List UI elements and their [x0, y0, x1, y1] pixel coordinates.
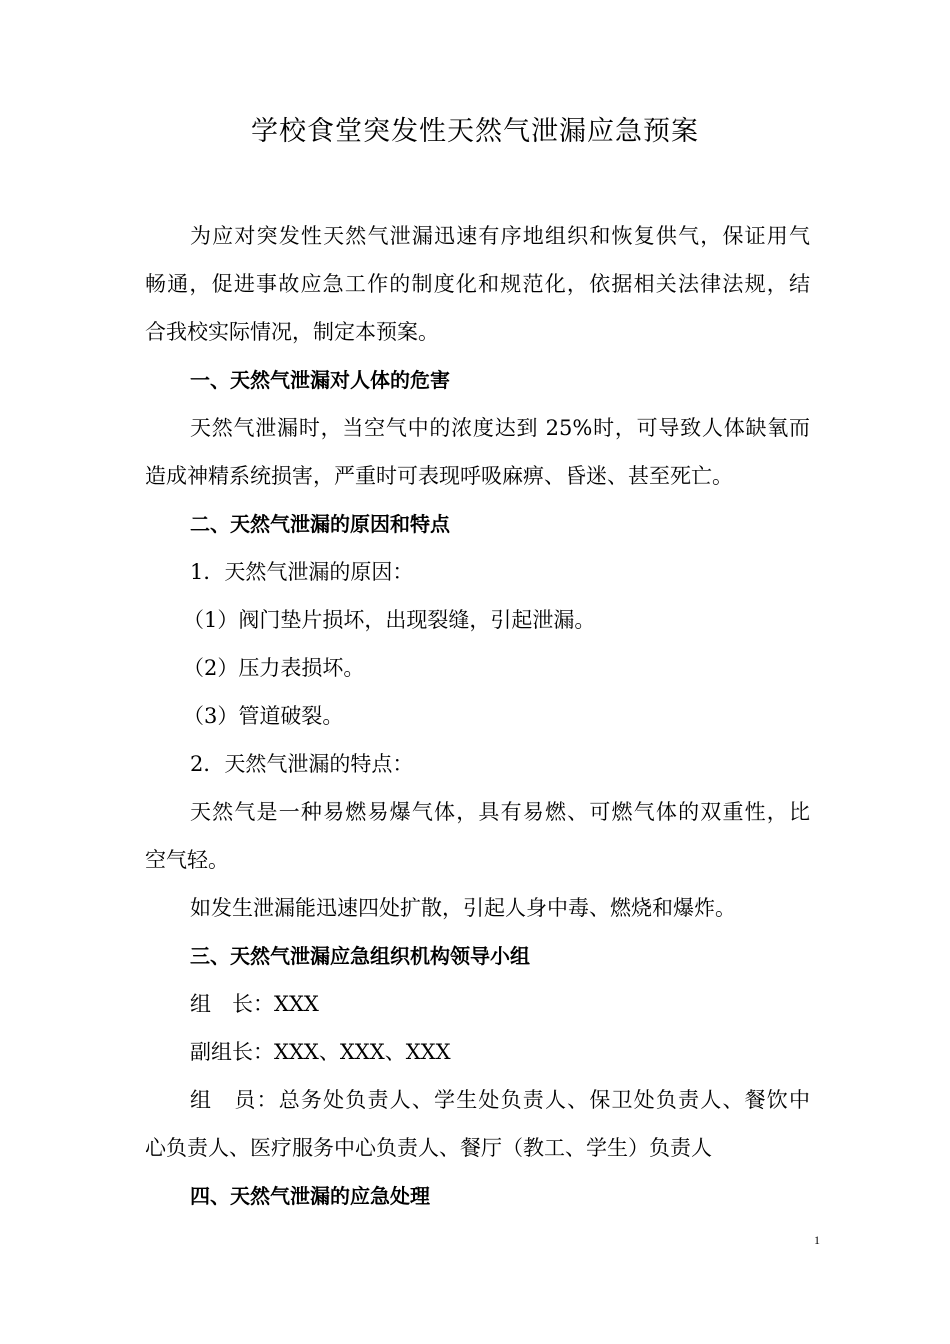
section1-line-2: 造成神精系统损害，严重时可表现呼吸麻痹、昏迷、甚至死亡。	[145, 464, 733, 488]
members-line-2: 心负责人、医疗服务中心负责人、餐厅（教工、学生）负责人	[145, 1136, 712, 1160]
section-heading-1: 一、天然气泄漏对人体的危害	[190, 368, 450, 392]
document-title: 学校食堂突发性天然气泄漏应急预案	[251, 116, 699, 147]
intro-line-1: 为应对突发性天然气泄漏迅速有序地组织和恢复供气，保证用气	[190, 224, 810, 248]
intro-line-2: 畅通，促进事故应急工作的制度化和规范化，依据相关法律法规，结	[145, 272, 810, 296]
cause-item-3: （3）管道破裂。	[183, 704, 344, 728]
features-line-2: 空气轻。	[145, 848, 229, 872]
members-line-1: 组 员：总务处负责人、学生处负责人、保卫处负责人、餐饮中	[190, 1088, 810, 1112]
section1-line-1: 天然气泄漏时，当空气中的浓度达到 25%时，可导致人体缺氧而	[190, 416, 810, 440]
causes-heading: 1．天然气泄漏的原因：	[190, 560, 414, 584]
features-line-1: 天然气是一种易燃易爆气体，具有易燃、可燃气体的双重性，比	[190, 800, 810, 824]
cause-item-1: （1）阀门垫片损坏，出现裂缝，引起泄漏。	[183, 608, 596, 632]
features-extra-line: 如发生泄漏能迅速四处扩散，引起人身中毒、燃烧和爆炸。	[190, 896, 736, 920]
deputy-line: 副组长：XXX、XXX、XXX	[190, 1040, 451, 1064]
section-heading-4: 四、天然气泄漏的应急处理	[190, 1184, 430, 1208]
section-heading-2: 二、天然气泄漏的原因和特点	[190, 512, 450, 536]
cause-item-2: （2）压力表损坏。	[183, 656, 365, 680]
section-heading-3: 三、天然气泄漏应急组织机构领导小组	[190, 944, 530, 968]
leader-line: 组 长：XXX	[190, 992, 319, 1016]
intro-line-3: 合我校实际情况，制定本预案。	[145, 320, 439, 344]
page-number: 1	[814, 1233, 820, 1247]
features-heading: 2．天然气泄漏的特点：	[190, 752, 414, 776]
